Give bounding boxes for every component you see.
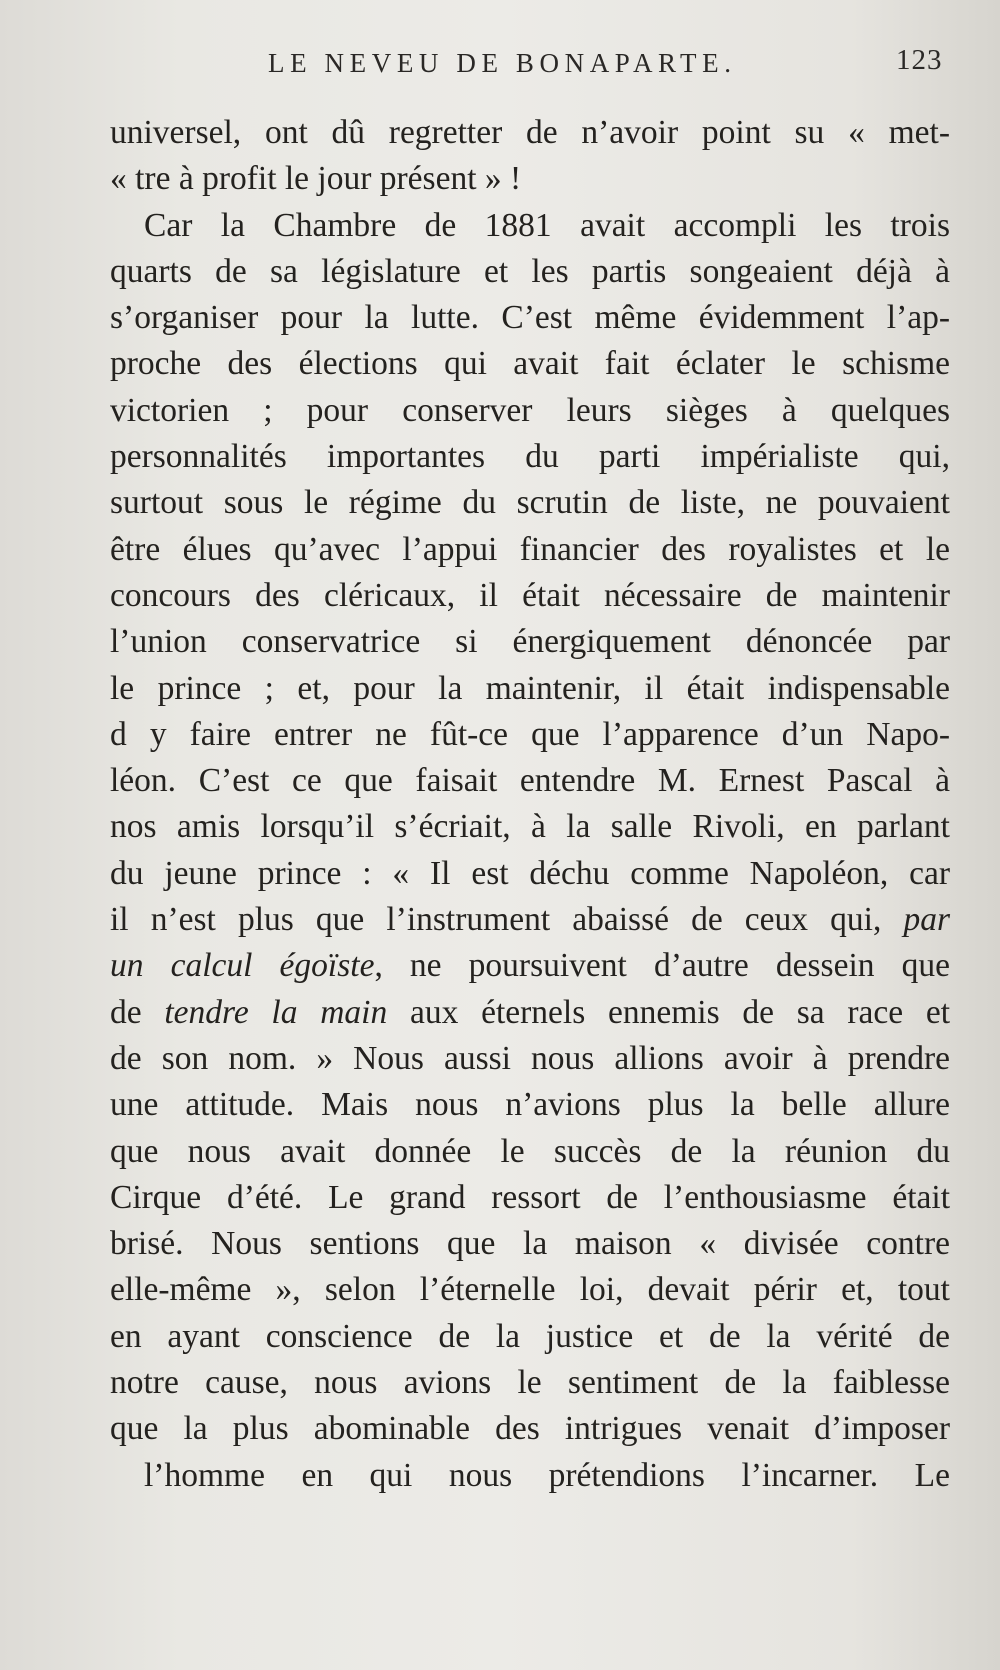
italic-emphasis: par [903, 901, 950, 939]
text-line: Cirque d’été. Le grand ressort de l’enthousiasme était [110, 1178, 950, 1216]
paragraph-first-line: Car la Chambre de 1881 avait accompli les trois [144, 206, 950, 244]
text-line: surtout sous le régime du scrutin de liste, ne pouvaient [110, 484, 950, 522]
page-number: 123 [896, 44, 943, 76]
text-line: « tre à profit le jour présent » ! [110, 160, 522, 198]
text-line: que la plus abominable des intrigues venait d’imposer [110, 1410, 950, 1448]
text-line: universel, ont dû regretter de n’avoir point su « met- [110, 114, 950, 151]
text-line: en ayant conscience de la justice et de la vérité de [110, 1317, 950, 1355]
running-header [0, 44, 1000, 88]
text-line: concours des cléricaux, il était nécessaire de maintenir [110, 576, 950, 614]
text-line: que nous avait donnée le succès de la réunion du [110, 1132, 950, 1170]
text-line: du jeune prince : « Il est déchu comme Napoléon, car [110, 854, 950, 892]
text-line: nos amis lorsqu’il s’écriait, à la salle Rivoli, en parlant [110, 808, 950, 846]
text-line [110, 990, 950, 1036]
text-span: aux éternels ennemis de sa race et [387, 993, 950, 1031]
text-line [110, 897, 950, 943]
text-span: , ne poursuivent d’autre dessein que [374, 947, 950, 985]
text-line: personnalités importantes du parti impérialiste qui, [110, 438, 950, 476]
text-span: il n’est plus que l’instrument abaissé de ceux qui, [110, 901, 904, 939]
text-line: le prince ; et, pour la maintenir, il était indispensable [110, 669, 950, 707]
running-title: LE NEVEU DE BONAPARTE. [268, 48, 737, 78]
text-line [110, 943, 950, 989]
italic-emphasis: tendre la main [164, 993, 388, 1031]
text-line: notre cause, nous avions le sentiment de la faiblesse [110, 1364, 950, 1402]
text-line: une attitude. Mais nous n’avions plus la belle allure [110, 1086, 950, 1124]
text-line: être élues qu’avec l’appui financier des royalistes et le [110, 530, 950, 568]
text-line: d y faire entrer ne fût-ce que l’apparence d’un Napo- [110, 715, 950, 753]
body-text [110, 110, 950, 1499]
text-line: victorien ; pour conserver leurs sièges à quelques [110, 391, 950, 429]
text-line: elle-même », selon l’éternelle loi, devait périr et, tout [110, 1271, 950, 1309]
text-line: de son nom. » Nous aussi nous allions avoir à prendre [110, 1039, 950, 1077]
text-line: l’union conservatrice si énergiquement dénoncée par [110, 623, 950, 661]
text-line: s’organiser pour la lutte. C’est même évidemment l’ap- [110, 299, 950, 337]
text-line: proche des élections qui avait fait éclater le schisme [110, 345, 950, 383]
text-span: de [110, 993, 165, 1031]
italic-emphasis: un calcul égoïste [110, 947, 375, 985]
text-line: brisé. Nous sentions que la maison « divisée contre [110, 1225, 950, 1263]
text-line: léon. C’est ce que faisait entendre M. Ernest Pascal à [110, 762, 950, 800]
text-line: l’homme en qui nous prétendions l’incarner. Le [144, 1456, 950, 1494]
text-line: quarts de sa législature et les partis songeaient déjà à [110, 252, 950, 290]
